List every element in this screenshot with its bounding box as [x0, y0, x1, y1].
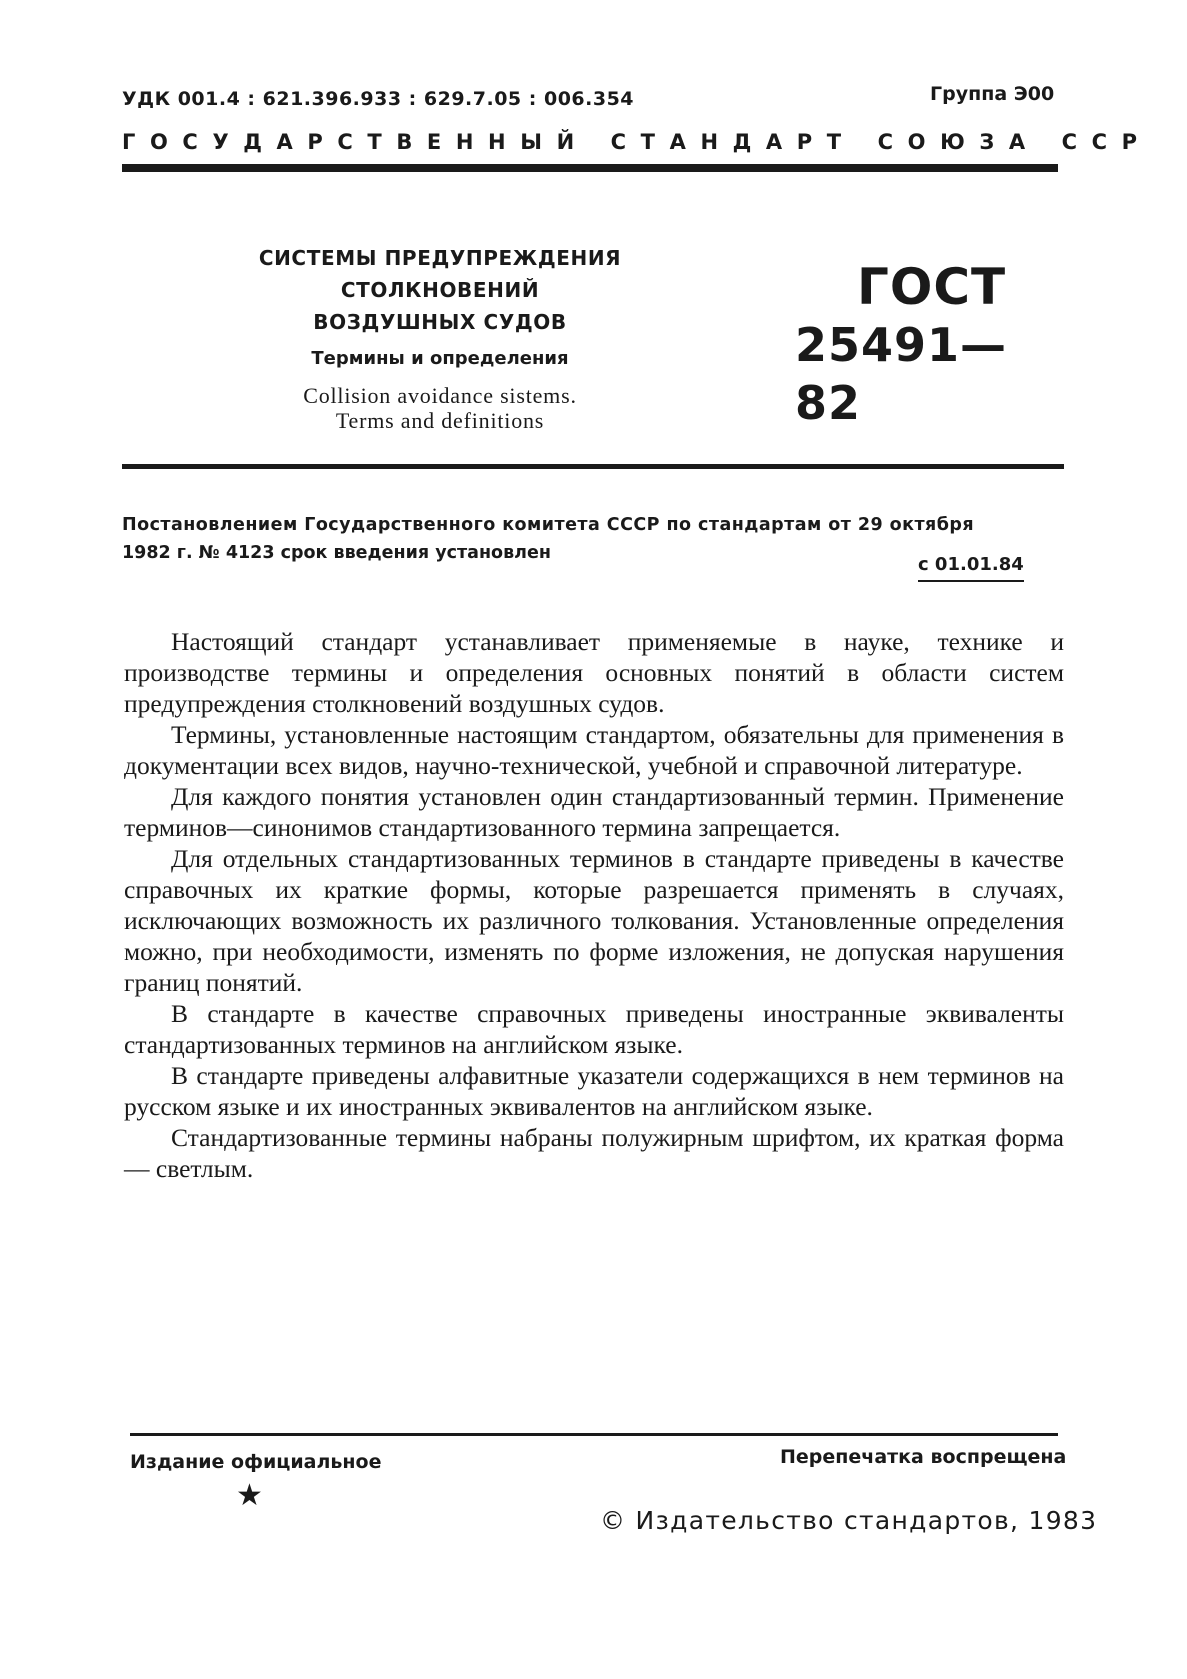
paragraph: В стандарте приведены алфавитные указатели содержащихся в нем терминов на русском языке и их иностранных эквивалентов на английском языке.: [124, 1061, 1064, 1121]
footer-rule: [130, 1433, 1058, 1436]
title-rule: [122, 464, 1064, 469]
title-line-2: ВОЗДУШНЫХ СУДОВ: [313, 310, 567, 334]
english-title-line-2: Terms and definitions: [335, 408, 545, 433]
official-edition-label: Издание официальное: [130, 1451, 382, 1473]
star-icon: ★: [236, 1479, 263, 1512]
gost-number: 25491—82: [795, 318, 1008, 430]
paragraph: Термины, установленные настоящим стандартом, обязательны для применения в документации всех видов, научно-технической, учебной и справочной литературе.: [124, 720, 1064, 780]
paragraph: Для каждого понятия установлен один стандартизованный термин. Применение терминов—синонимов стандартизованного термина запрещается.: [124, 782, 1064, 842]
state-standard-heading: ГОСУДАРСТВЕННЫЙ СТАНДАРТ СОЮЗА ССР: [122, 130, 1152, 154]
udk-code: УДК 001.4 : 621.396.933 : 629.7.05 : 006.354: [122, 88, 635, 110]
gost-block: [795, 258, 1055, 432]
paragraph: Стандартизованные термины набраны полужирным шрифтом, их краткая форма — светлым.: [124, 1123, 1064, 1183]
body-text: [124, 626, 1064, 1184]
reprint-notice: Перепечатка воспрещена: [780, 1446, 1067, 1468]
header-rule: [122, 164, 1058, 172]
paragraph: В стандарте в качестве справочных приведены иностранные эквиваленты стандартизованных терминов на английском языке.: [124, 999, 1064, 1059]
title-line-1: СИСТЕМЫ ПРЕДУПРЕЖДЕНИЯ СТОЛКНОВЕНИЙ: [258, 246, 622, 302]
paragraph: Для отдельных стандартизованных терминов в стандарте приведены в качестве справочных их краткие формы, которые разрешается применять в случаях, исключающих возможность их различного толкования. Установленные определения можно, при необходимости, изменять по форме изложения, не допуская нарушения границ понятий.: [124, 844, 1064, 997]
subtitle: Термины и определения: [311, 348, 569, 369]
copyright-line: © Издательство стандартов, 1983: [600, 1506, 1098, 1535]
gost-label: ГОСТ: [857, 258, 1007, 316]
effective-date: с 01.01.84: [918, 554, 1024, 582]
paragraph: Настоящий стандарт устанавливает применяемые в науке, технике и производстве термины и определения основных понятий в области систем предупреждения столкновений воздушных судов.: [124, 627, 1064, 718]
decree-line-2: 1982 г. № 4123 срок введения установлен: [122, 543, 551, 563]
group-code: Группа Э00: [930, 83, 1055, 105]
english-title-line-1: Collision avoidance sistems.: [303, 383, 577, 408]
title-block: [160, 242, 720, 433]
decree-line-1: Постановлением Государственного комитета СССР по стандартам от 29 октября: [122, 515, 975, 535]
